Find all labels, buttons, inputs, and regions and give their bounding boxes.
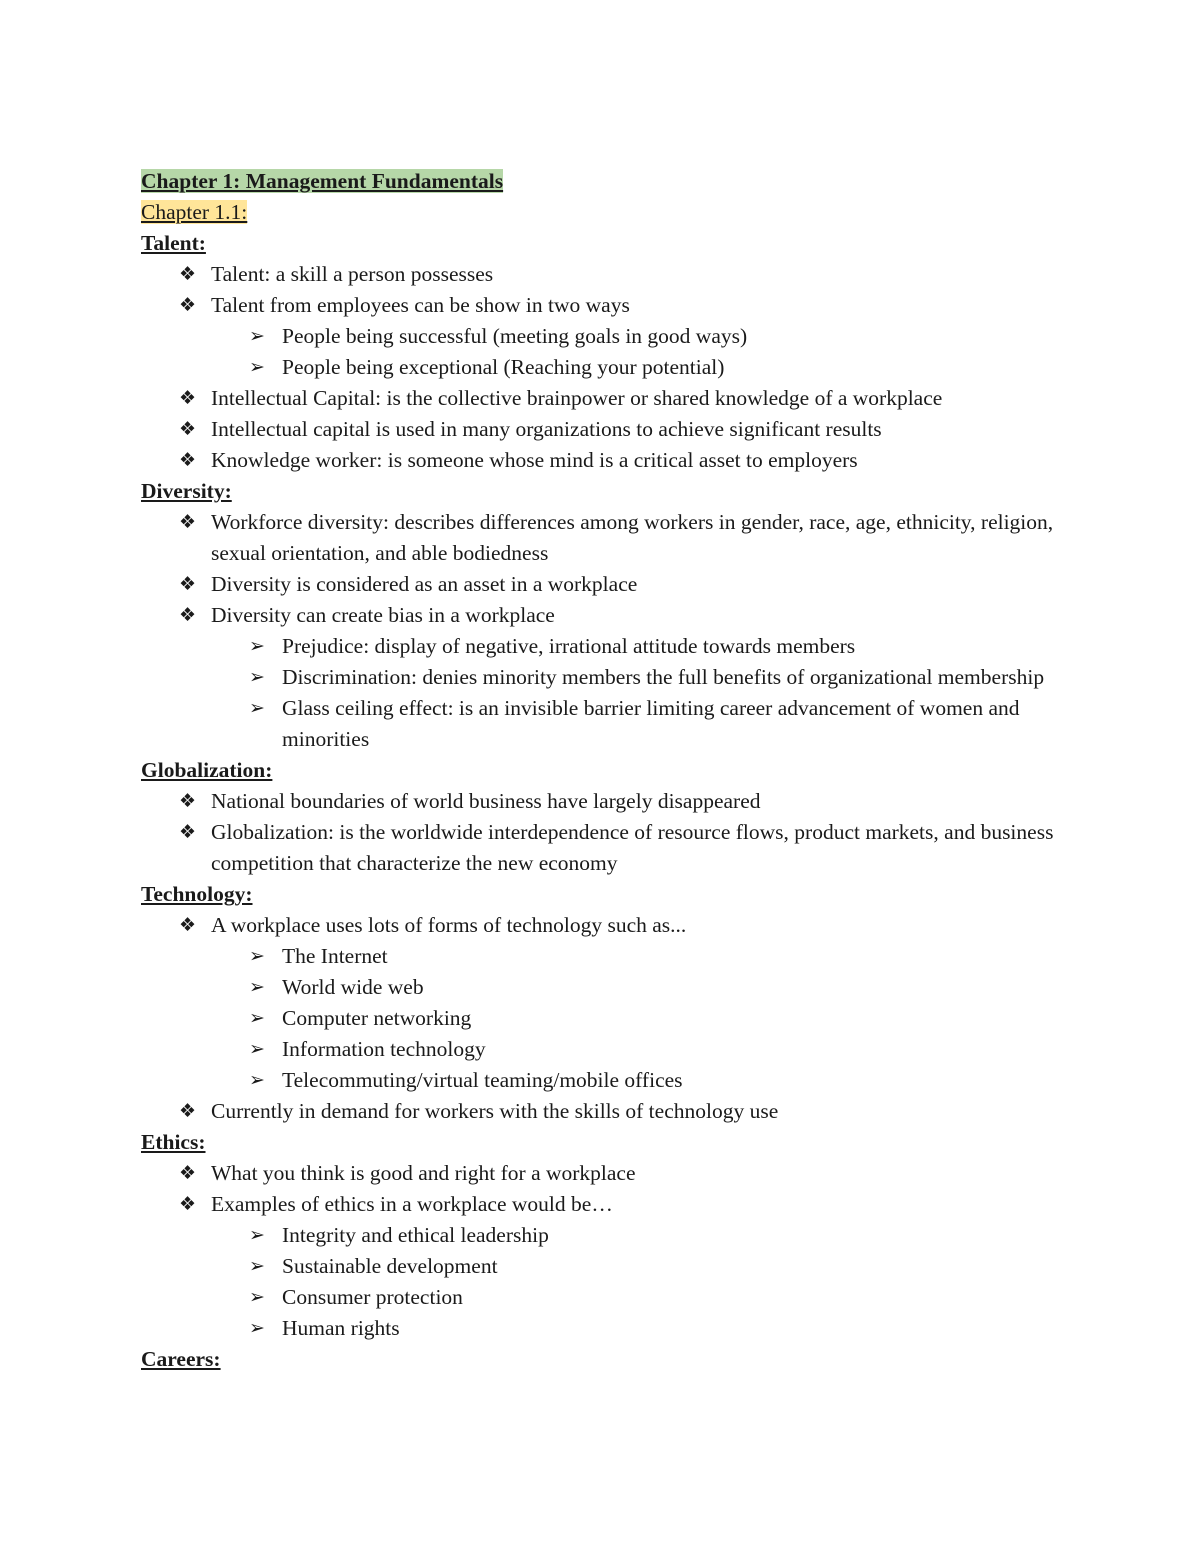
arrow-bullet-icon: ➢ [249,325,265,347]
sub-list-item [141,1251,1066,1282]
sub-list-item [141,693,1066,755]
document-body [141,166,1066,1375]
sub-list-item [141,941,1066,972]
sub-list-item [141,1282,1066,1313]
list-item-text: Knowledge worker: is someone whose mind is a critical asset to employers [211,448,858,472]
diamond-bullet-icon: ❖ [179,821,197,843]
list-item-text: What you think is good and right for a workplace [211,1161,636,1185]
section-heading: Careers: [141,1347,221,1371]
list-item-text: Diversity is considered as an asset in a workplace [211,572,638,596]
sub-list-item [141,321,1066,352]
diamond-bullet-icon: ❖ [179,1100,197,1122]
list-item-text: Consumer protection [282,1285,463,1309]
list-item-text: Intellectual capital is used in many organizations to achieve significant results [211,417,882,441]
arrow-bullet-icon: ➢ [249,1286,265,1308]
diamond-bullet-icon: ❖ [179,449,197,471]
arrow-bullet-icon: ➢ [249,356,265,378]
diamond-bullet-icon: ❖ [179,914,197,936]
list-item [141,569,1066,600]
list-item-text: Talent: a skill a person possesses [211,262,494,286]
section-heading: Globalization: [141,758,273,782]
list-item [141,1189,1066,1220]
section-heading: Diversity: [141,479,232,503]
subchapter-title: Chapter 1.1: [141,200,248,224]
list-item-text: Workforce diversity: describes differences among workers in gender, race, age, ethnicity, religion, sexual orientation, and able bodiedness [211,510,1054,565]
bullet-list [141,1158,1066,1344]
sections-container [141,228,1066,1375]
bullet-list [141,259,1066,476]
list-item-text: Glass ceiling effect: is an invisible barrier limiting career advancement of women and minorities [282,696,1020,751]
list-item [141,1158,1066,1189]
list-item-text: Discrimination: denies minority members the full benefits of organizational membership [282,665,1045,689]
list-item-text: Globalization: is the worldwide interdependence of resource flows, product markets, and business competition that characterize the new economy [211,820,1054,875]
diamond-bullet-icon: ❖ [179,387,197,409]
sub-list-item [141,631,1066,662]
list-item-text: National boundaries of world business have largely disappeared [211,789,761,813]
list-item [141,1096,1066,1127]
list-item-text: Intellectual Capital: is the collective brainpower or shared knowledge of a workplace [211,386,943,410]
diamond-bullet-icon: ❖ [179,1162,197,1184]
list-item-text: World wide web [282,975,424,999]
bullet-list [141,507,1066,755]
list-item-text: Talent from employees can be show in two ways [211,293,630,317]
sub-list-item [141,1065,1066,1096]
diamond-bullet-icon: ❖ [179,263,197,285]
chapter-title: Chapter 1: Management Fundamentals [141,169,504,193]
arrow-bullet-icon: ➢ [249,1255,265,1277]
list-item-text: Computer networking [282,1006,472,1030]
list-item [141,507,1066,569]
list-item [141,290,1066,321]
list-item [141,383,1066,414]
bullet-list [141,910,1066,1127]
diamond-bullet-icon: ❖ [179,573,197,595]
diamond-bullet-icon: ❖ [179,511,197,533]
section-heading: Technology: [141,882,253,906]
list-item-text: People being exceptional (Reaching your potential) [282,355,725,379]
list-item [141,259,1066,290]
section-heading: Talent: [141,231,206,255]
list-item [141,817,1066,879]
list-item [141,414,1066,445]
bullet-list [141,786,1066,879]
list-item [141,786,1066,817]
diamond-bullet-icon: ❖ [179,294,197,316]
arrow-bullet-icon: ➢ [249,945,265,967]
arrow-bullet-icon: ➢ [249,697,265,719]
diamond-bullet-icon: ❖ [179,604,197,626]
list-item-text: Diversity can create bias in a workplace [211,603,555,627]
arrow-bullet-icon: ➢ [249,976,265,998]
list-item-text: The Internet [282,944,388,968]
sub-list-item [141,352,1066,383]
list-item-text: Currently in demand for workers with the skills of technology use [211,1099,779,1123]
list-item-text: Telecommuting/virtual teaming/mobile offices [282,1068,683,1092]
arrow-bullet-icon: ➢ [249,1317,265,1339]
list-item-text: Integrity and ethical leadership [282,1223,549,1247]
arrow-bullet-icon: ➢ [249,1224,265,1246]
list-item-text: Information technology [282,1037,486,1061]
section-heading: Ethics: [141,1130,206,1154]
diamond-bullet-icon: ❖ [179,1193,197,1215]
list-item-text: Prejudice: display of negative, irrational attitude towards members [282,634,856,658]
list-item [141,445,1066,476]
sub-list-item [141,1003,1066,1034]
list-item-text: A workplace uses lots of forms of technology such as... [211,913,687,937]
sub-list-item [141,1220,1066,1251]
list-item-text: People being successful (meeting goals in good ways) [282,324,748,348]
diamond-bullet-icon: ❖ [179,418,197,440]
sub-list-item [141,662,1066,693]
list-item [141,600,1066,631]
list-item [141,910,1066,941]
arrow-bullet-icon: ➢ [249,1007,265,1029]
list-item-text: Human rights [282,1316,400,1340]
sub-list-item [141,1313,1066,1344]
diamond-bullet-icon: ❖ [179,790,197,812]
arrow-bullet-icon: ➢ [249,1038,265,1060]
list-item-text: Examples of ethics in a workplace would be… [211,1192,613,1216]
arrow-bullet-icon: ➢ [249,666,265,688]
arrow-bullet-icon: ➢ [249,1069,265,1091]
arrow-bullet-icon: ➢ [249,635,265,657]
chapter-title-line [141,166,1066,197]
subchapter-line [141,197,1066,228]
list-item-text: Sustainable development [282,1254,498,1278]
sub-list-item [141,972,1066,1003]
sub-list-item [141,1034,1066,1065]
